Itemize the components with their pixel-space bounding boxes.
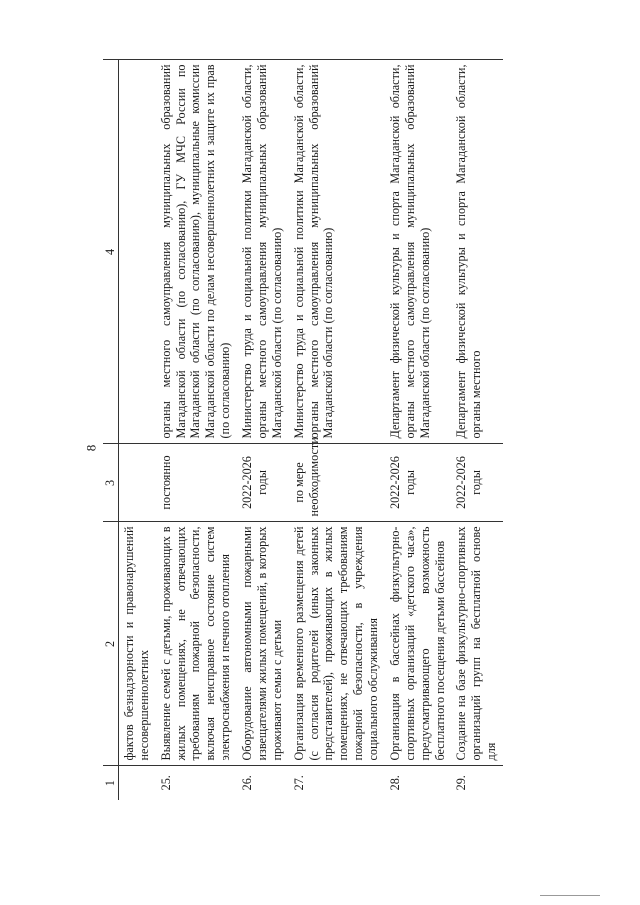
row-term: 2022-2026 годы — [451, 444, 503, 522]
row-executors: Департамент физической культуры и спорта Магаданской области, органы местного самоуправления муниципальных образований Магаданской области (по согласованию) — [385, 60, 452, 444]
table-row — [289, 60, 385, 800]
row-number: 28. — [385, 766, 452, 800]
row-activity: Организация в бассейнах физкультурно-спортивных организаций «детского часа», предусматривающего возможность бесплатного посещения детьми бассейнов — [385, 522, 452, 766]
row-number: 27. — [289, 766, 385, 800]
page-number: 8 — [83, 444, 99, 452]
header-col-3: 3 — [103, 444, 118, 522]
header-col-4: 4 — [103, 60, 118, 444]
table-row — [237, 60, 289, 800]
row-activity: Оборудование автономными пожарными извещателями жилых помещений, в которых проживают семьи с детьми — [237, 522, 289, 766]
row-executors: органы местного самоуправления муниципальных образований Магаданской области (по согласованию), ГУ МЧС России по Магаданской области (по согласованию), муниципальные комиссии Магаданской области по делам несовершеннолетних и защите их прав (по согласованию) — [156, 60, 237, 444]
row-executors — [118, 60, 155, 444]
table-row — [156, 60, 237, 800]
row-activity: фактов безнадзорности и правонарушений несовершеннолетних — [118, 522, 155, 766]
row-executors: Департамент физической культуры и спорта Магаданской области, органы местного — [451, 60, 503, 444]
row-executors: Министерство труда и социальной политики Магаданской области, органы местного самоуправления муниципальных образований Магаданской области (по согласованию) — [237, 60, 289, 444]
header-col-2: 2 — [103, 522, 118, 766]
row-number — [118, 766, 155, 800]
table-header-row — [103, 60, 118, 800]
row-number: 29. — [451, 766, 503, 800]
table-row — [118, 60, 155, 800]
row-activity: Выявление семей с детьми, проживающих в жилых помещениях, не отвечающих требованиям пожарной безопасности, включая неисправное состояние систем электроснабжения и печного отопления — [156, 522, 237, 766]
row-activity: Организация временного размещения детей (с согласия родителей (иных законных представителей), проживающих в жилых помещениях, не отвечающих требованиям пожарной безопасности, в учреждения социального обслуживания — [289, 522, 385, 766]
row-term: 2022-2026 годы — [237, 444, 289, 522]
row-term: 2022-2026 годы — [385, 444, 452, 522]
row-term: постоянно — [156, 444, 237, 522]
row-activity: Создание на базе физкультурно-спортивных организаций групп на бесплатной основе для — [451, 522, 503, 766]
table-row — [451, 60, 503, 800]
rotated-page-content — [103, 60, 583, 800]
row-term — [118, 444, 155, 522]
table-row — [385, 60, 452, 800]
row-number: 25. — [156, 766, 237, 800]
row-executors: Министерство труда и социальной политики Магаданской области, органы местного самоуправления муниципальных образований Магаданской области (по согласованию) — [289, 60, 385, 444]
row-number: 26. — [237, 766, 289, 800]
scan-edge-line — [540, 895, 600, 896]
row-term: по мере необходимости — [289, 444, 385, 522]
header-col-1: 1 — [103, 766, 118, 800]
action-plan-table — [103, 60, 503, 801]
